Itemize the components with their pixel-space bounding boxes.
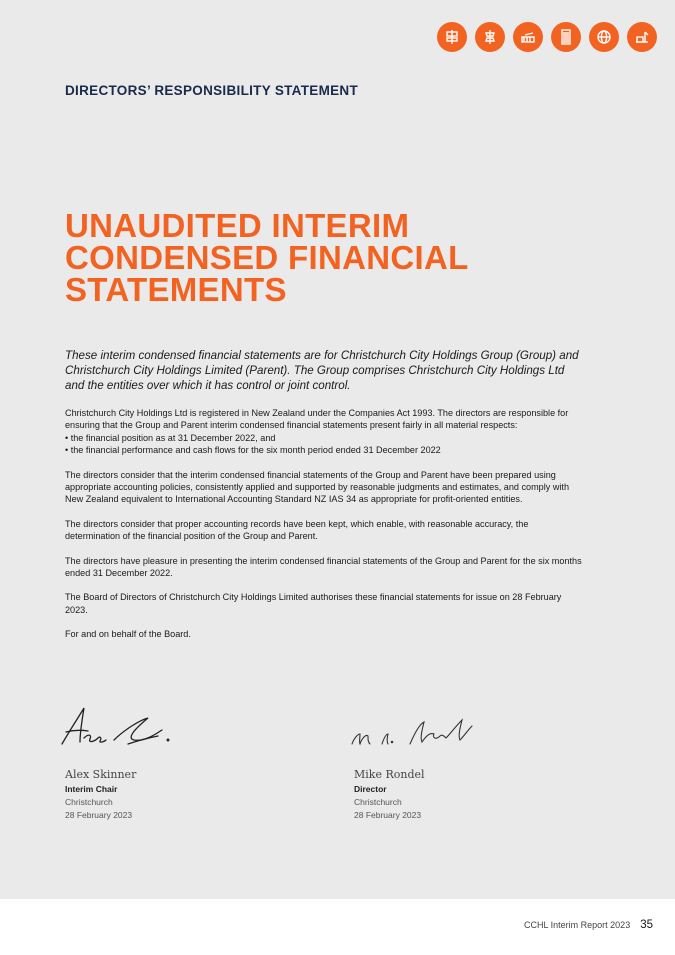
road-sign-icon bbox=[437, 22, 467, 52]
signatory-date: 28 February 2023 bbox=[354, 810, 422, 820]
signatory-right bbox=[340, 700, 540, 820]
statement-paragraph: The Board of Directors of Christchurch City Holdings Limited authorises these financial statements for issue on 28 February 2023. bbox=[65, 592, 562, 615]
signatory-name: Mike Rondel bbox=[354, 768, 425, 781]
signature-image bbox=[44, 700, 244, 762]
signatory-location: Christchurch bbox=[65, 797, 113, 807]
bullet-item: • the financial performance and cash flows for the six month period ended 31 December 2022 bbox=[65, 445, 441, 456]
signatory-role: Interim Chair bbox=[65, 784, 118, 794]
footer-report-label: CCHL Interim Report 2023 bbox=[523, 920, 631, 930]
globe-icon bbox=[589, 22, 619, 52]
building-icon bbox=[551, 22, 581, 52]
bullet-item: • the financial position as at 31 December 2022, and bbox=[65, 432, 276, 443]
crossing-sign-icon bbox=[475, 22, 505, 52]
signature-image bbox=[340, 700, 540, 762]
statement-paragraph: The directors have pleasure in presenting the interim condensed financial statements of the Group and Parent for the six months ended 31 December 2022. bbox=[65, 555, 582, 579]
header-icon-row bbox=[437, 22, 657, 52]
statement-paragraph: The directors consider that proper accounting records have been kept, which enable, with reasonable accuracy, the determination of the financial position of the Group and Parent. bbox=[65, 518, 529, 542]
statement-paragraph: The directors consider that the interim condensed financial statements of the Group and Parent have been prepared using appropriate accounting policies, consistently applied and supported by reasonable judgments and estimates, and comply with New Zealand equivalent to International Accounting Standard NZ IAS 34 as appropriate for profit-oriented entities. bbox=[65, 469, 569, 505]
statement-body bbox=[65, 407, 585, 653]
statement-paragraph: For and on behalf of the Board. bbox=[65, 629, 191, 640]
main-title-line: STATEMENTS bbox=[65, 271, 287, 308]
section-title: DIRECTORS’ RESPONSIBILITY STATEMENT bbox=[65, 83, 359, 98]
main-title bbox=[65, 207, 625, 308]
paragraph-text: Christchurch City Holdings Ltd is registered in New Zealand under the Companies Act 1993. The directors are responsible for ensuring that the Group and Parent interim condensed financial statements present fairly in all material respects: bbox=[65, 408, 569, 431]
page-footer bbox=[524, 919, 653, 931]
intro-paragraph: These interim condensed financial statements are for Christchurch City Holdings Group (Group) and Christchurch City Holdings Limited (Parent). The Group comprises Christchurch City Holdings Ltd and the entities over which it has control or joint control. bbox=[65, 349, 579, 392]
main-title-line: UNAUDITED INTERIM bbox=[65, 207, 410, 244]
airport-icon bbox=[513, 22, 543, 52]
signatory-location: Christchurch bbox=[354, 797, 402, 807]
statement-paragraph bbox=[65, 407, 585, 457]
page-number: 35 bbox=[640, 919, 653, 931]
signatory-name: Alex Skinner bbox=[65, 768, 137, 781]
harbour-crane-icon bbox=[627, 22, 657, 52]
signatory-left bbox=[44, 700, 244, 820]
main-title-line: CONDENSED FINANCIAL bbox=[65, 239, 469, 276]
signatory-role: Director bbox=[354, 784, 387, 794]
signatory-date: 28 February 2023 bbox=[65, 810, 133, 820]
